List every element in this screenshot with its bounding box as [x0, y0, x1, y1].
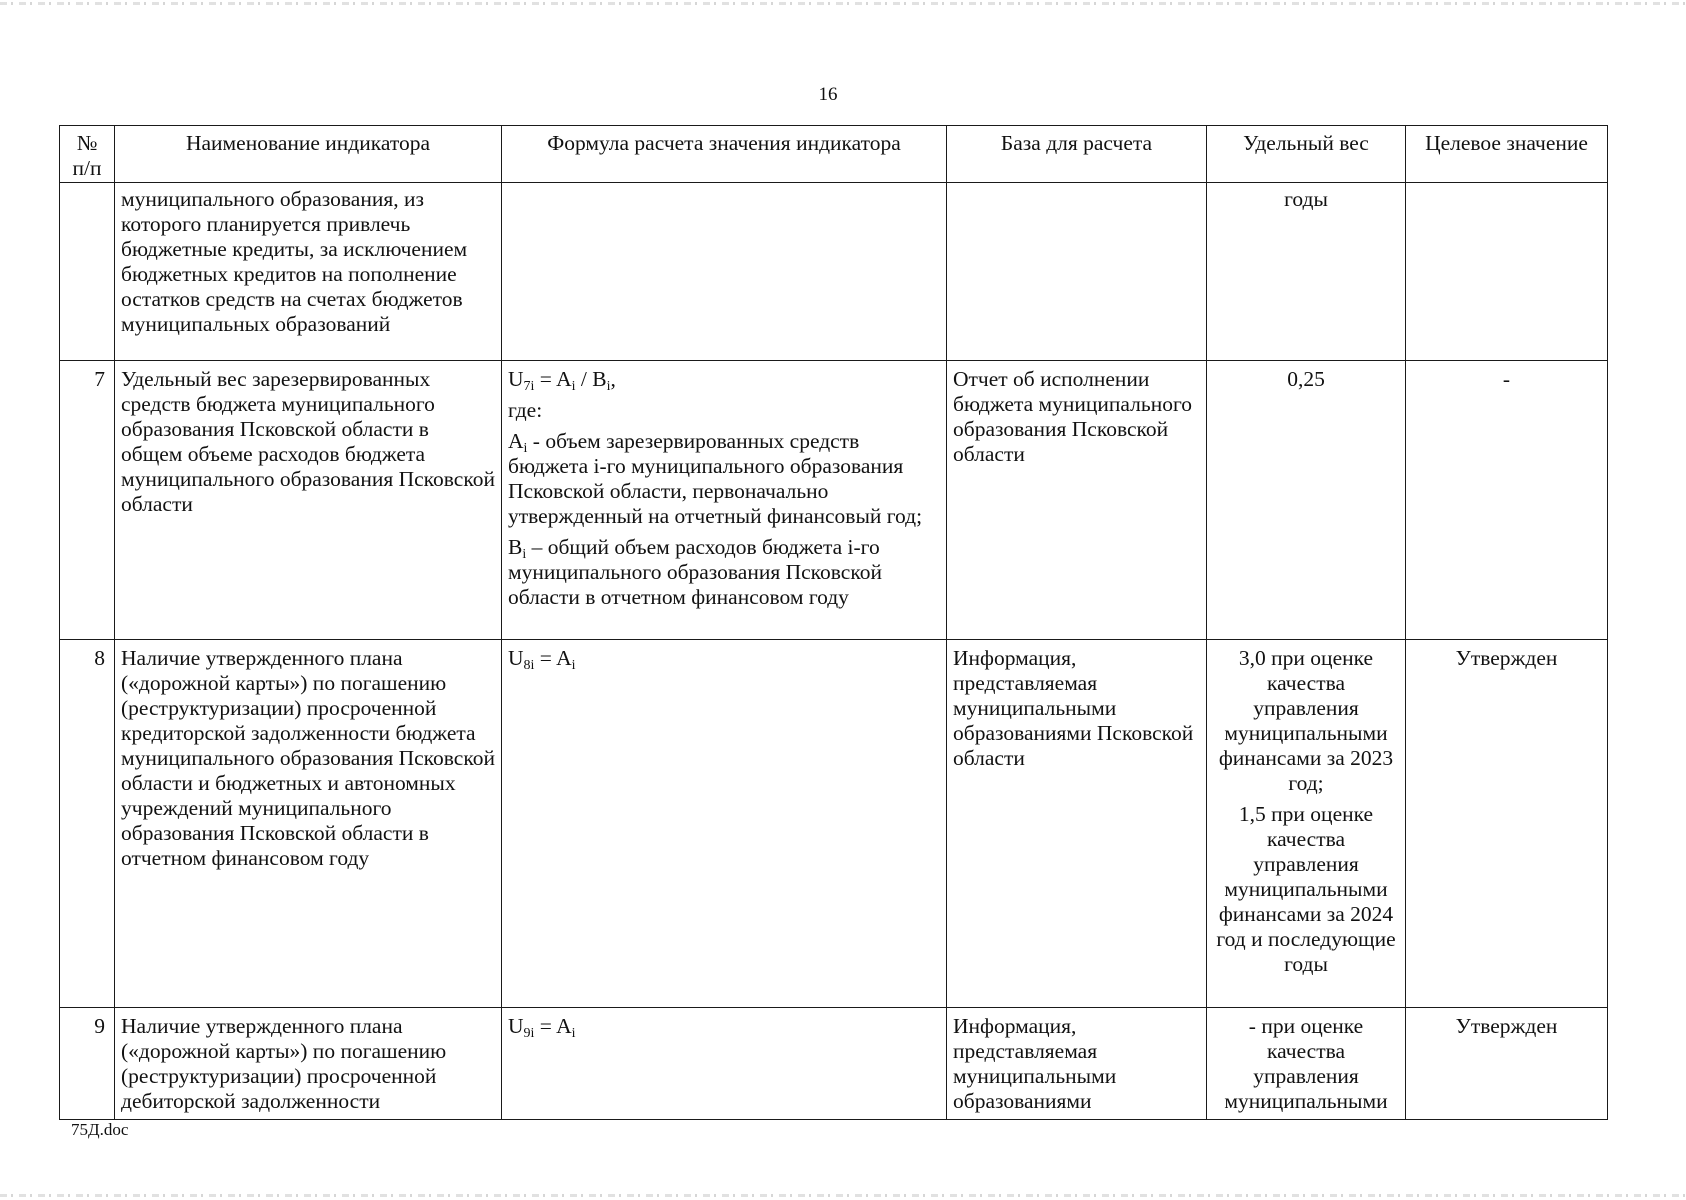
header-target: Целевое значение	[1406, 126, 1608, 183]
cell-target	[1406, 183, 1608, 361]
cell-num: 7	[60, 361, 115, 640]
formula-where: где:	[508, 398, 543, 422]
cell-base: Отчет об исполнении бюджета муниципального образования Псковской области	[947, 361, 1207, 640]
cell-formula	[502, 361, 947, 640]
cell-weight: 0,25	[1207, 361, 1406, 640]
document-filename: 75Д.doc	[71, 1120, 129, 1139]
cell-base: Информация, представляемая муниципальными образованиями	[947, 1008, 1207, 1120]
table-row-continuation	[60, 183, 1608, 361]
indicators-table	[59, 125, 1608, 1120]
cell-weight: годы	[1207, 183, 1406, 361]
header-weight: Удельный вес	[1207, 126, 1406, 183]
cell-weight	[1207, 640, 1406, 1008]
cell-num: 8	[60, 640, 115, 1008]
cell-formula: $U_{8i} = A_i$	[502, 640, 947, 1008]
table-header-row	[60, 126, 1608, 183]
cell-target: -	[1406, 361, 1608, 640]
header-formula: Формула расчета значения индикатора	[502, 126, 947, 183]
table-row-9	[60, 1008, 1608, 1120]
table-row-8	[60, 640, 1608, 1008]
cell-target: Утвержден	[1406, 640, 1608, 1008]
cell-num: 9	[60, 1008, 115, 1120]
formula-equation: $U_{7i} = A_i / B_i$,	[508, 367, 616, 394]
cell-target: Утвержден	[1406, 1008, 1608, 1120]
cell-base: Информация, представляемая муниципальными образованиями Псковской области	[947, 640, 1207, 1008]
scan-artifact-bottom	[0, 1194, 1686, 1197]
cell-name: Наличие утвержденного плана («дорожной карты») по погашению (реструктуризации) просроченной дебиторской задолженности	[115, 1008, 502, 1120]
table-row-7	[60, 361, 1608, 640]
cell-base	[947, 183, 1207, 361]
header-base: База для расчета	[947, 126, 1207, 183]
scan-artifact-top	[0, 2, 1686, 5]
cell-name: Наличие утвержденного плана («дорожной карты») по погашению (реструктуризации) просроченной кредиторской задолженности бюджета муниципального образования Псковской области и бюджетных и автономных учреждений муниципального образования Псковской области в отчетном финансовом году	[115, 640, 502, 1008]
formula-definition-b: $B_i$ – общий объем расходов бюджета i-го муниципального образования Псковской области в отчетном финансовом году	[508, 535, 882, 609]
cell-formula	[502, 183, 947, 361]
weight-option-2: 1,5 при оценке качества управления муниципальными финансами за 2024 год и последующие годы	[1216, 802, 1396, 976]
cell-weight: - при оценке качества управления муниципальными	[1207, 1008, 1406, 1120]
cell-name: муниципального образования, из которого планируется привлечь бюджетные кредиты, за исключением бюджетных кредитов на пополнение остатков средств на счетах бюджетов муниципальных образований	[115, 183, 502, 361]
formula-definition-a: $A_i$ - объем зарезервированных средств бюджета i-го муниципального образования Псковской области, первоначально утвержденный на отчетный финансовый год;	[508, 429, 923, 528]
header-name: Наименование индикатора	[115, 126, 502, 183]
header-num: № п/п	[60, 126, 115, 183]
weight-option-1: 3,0 при оценке качества управления муниципальными финансами за 2023 год;	[1218, 646, 1394, 795]
page-number: 16	[818, 84, 838, 105]
cell-formula: $U_{9i} = A_i$	[502, 1008, 947, 1120]
cell-name: Удельный вес зарезервированных средств бюджета муниципального образования Псковской области в общем объеме расходов бюджета муниципального образования Псковской области	[115, 361, 502, 640]
cell-num	[60, 183, 115, 361]
